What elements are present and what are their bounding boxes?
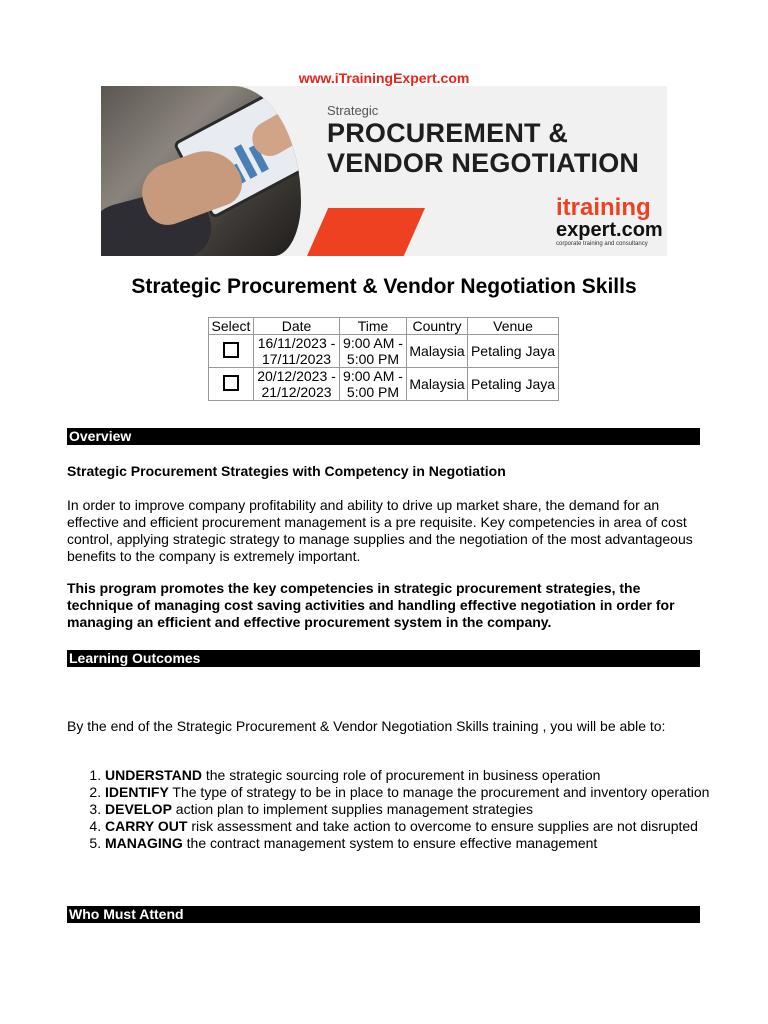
schedule-table: [208, 317, 559, 401]
header-venue: Venue: [468, 318, 559, 335]
date-start: 20/12/2023 -: [257, 368, 336, 384]
banner-kicker: Strategic: [327, 103, 379, 118]
outcome-verb: MANAGING: [105, 835, 183, 851]
brand-logo-line-2: expert.com: [556, 219, 663, 241]
outcome-text: action plan to implement supplies management strategies: [171, 801, 533, 817]
brand-logo: [556, 196, 663, 248]
course-banner: [101, 86, 667, 256]
list-item: [105, 767, 738, 784]
list-item: [105, 801, 738, 818]
overview-paragraph-1: In order to improve company profitability and ability to drive up market share, the demand for an effective and efficient procurement management is a pre requisite. Key competencies in area of cost control, applying strategic strategy to manage supplies and the negotiation of the most advantageous benefits to the company is extremely important.: [67, 497, 693, 564]
list-item: [105, 835, 738, 852]
outcome-text: the contract management system to ensure effective management: [182, 835, 598, 851]
section-heading-learning-outcomes: Learning Outcomes: [67, 650, 700, 667]
outcome-text: the strategic sourcing role of procurement in business operation: [201, 767, 601, 783]
outcome-verb: IDENTIFY: [105, 784, 169, 800]
venue-cell: Petaling Jaya: [468, 368, 559, 401]
select-cell[interactable]: [209, 335, 254, 368]
country-cell: Malaysia: [407, 368, 468, 401]
banner-red-accent-shape: [307, 208, 425, 256]
course-title: Strategic Procurement & Vendor Negotiation Skills: [131, 275, 637, 298]
brand-logo-line-1: itraining: [556, 194, 651, 221]
schedule-header-row: [209, 318, 559, 335]
section-heading-overview: Overview: [67, 428, 700, 445]
select-checkbox[interactable]: [223, 342, 239, 358]
table-row: [209, 368, 559, 401]
list-item: [105, 818, 738, 835]
header-date: Date: [254, 318, 340, 335]
time-start: 9:00 AM -: [343, 335, 403, 351]
time-end: 5:00 PM: [346, 384, 400, 400]
outcome-verb: DEVELOP: [105, 801, 172, 817]
venue-cell: Petaling Jaya: [468, 335, 559, 368]
section-heading-who-must-attend: Who Must Attend: [67, 906, 700, 923]
banner-photo-tablet-hands: [101, 86, 301, 256]
date-cell: [254, 368, 340, 401]
banner-title-line-1: PROCUREMENT &: [327, 118, 569, 148]
header-time: Time: [340, 318, 407, 335]
header-select: Select: [209, 318, 254, 335]
date-cell: [254, 335, 340, 368]
select-cell[interactable]: [209, 368, 254, 401]
date-end: 21/12/2023: [261, 384, 332, 400]
learning-intro: By the end of the Strategic Procurement & Vendor Negotiation Skills training , you will be able to:: [67, 718, 666, 734]
banner-title: [327, 118, 639, 178]
date-end: 17/11/2023: [261, 351, 332, 367]
banner-title-line-2: VENDOR NEGOTIATION: [327, 148, 640, 178]
outcome-text: The type of strategy to be in place to manage the procurement and inventory operation: [168, 784, 710, 800]
select-checkbox[interactable]: [223, 375, 239, 391]
brand-logo-tagline: corporate training and consultancy: [556, 241, 648, 247]
time-end: 5:00 PM: [346, 351, 400, 367]
time-cell: [340, 368, 407, 401]
list-item: [105, 784, 738, 801]
outcome-verb: UNDERSTAND: [105, 767, 202, 783]
country-cell: Malaysia: [407, 335, 468, 368]
time-cell: [340, 335, 407, 368]
outcome-verb: CARRY OUT: [105, 818, 188, 834]
overview-paragraph-2: This program promotes the key competencies in strategic procurement strategies, the technique of managing cost saving activities and handling effective negotiation in order for managing an efficient and effective procurement system in the company.: [67, 580, 675, 630]
outcome-text: risk assessment and take action to overcome to ensure supplies are not disrupted: [187, 818, 698, 834]
date-start: 16/11/2023 -: [257, 335, 336, 351]
site-url-link[interactable]: www.iTrainingExpert.com: [298, 70, 470, 86]
overview-subheading: Strategic Procurement Strategies with Competency in Negotiation: [67, 463, 506, 479]
learning-outcomes-list: [67, 767, 738, 852]
time-start: 9:00 AM -: [343, 368, 403, 384]
header-country: Country: [407, 318, 468, 335]
table-row: [209, 335, 559, 368]
